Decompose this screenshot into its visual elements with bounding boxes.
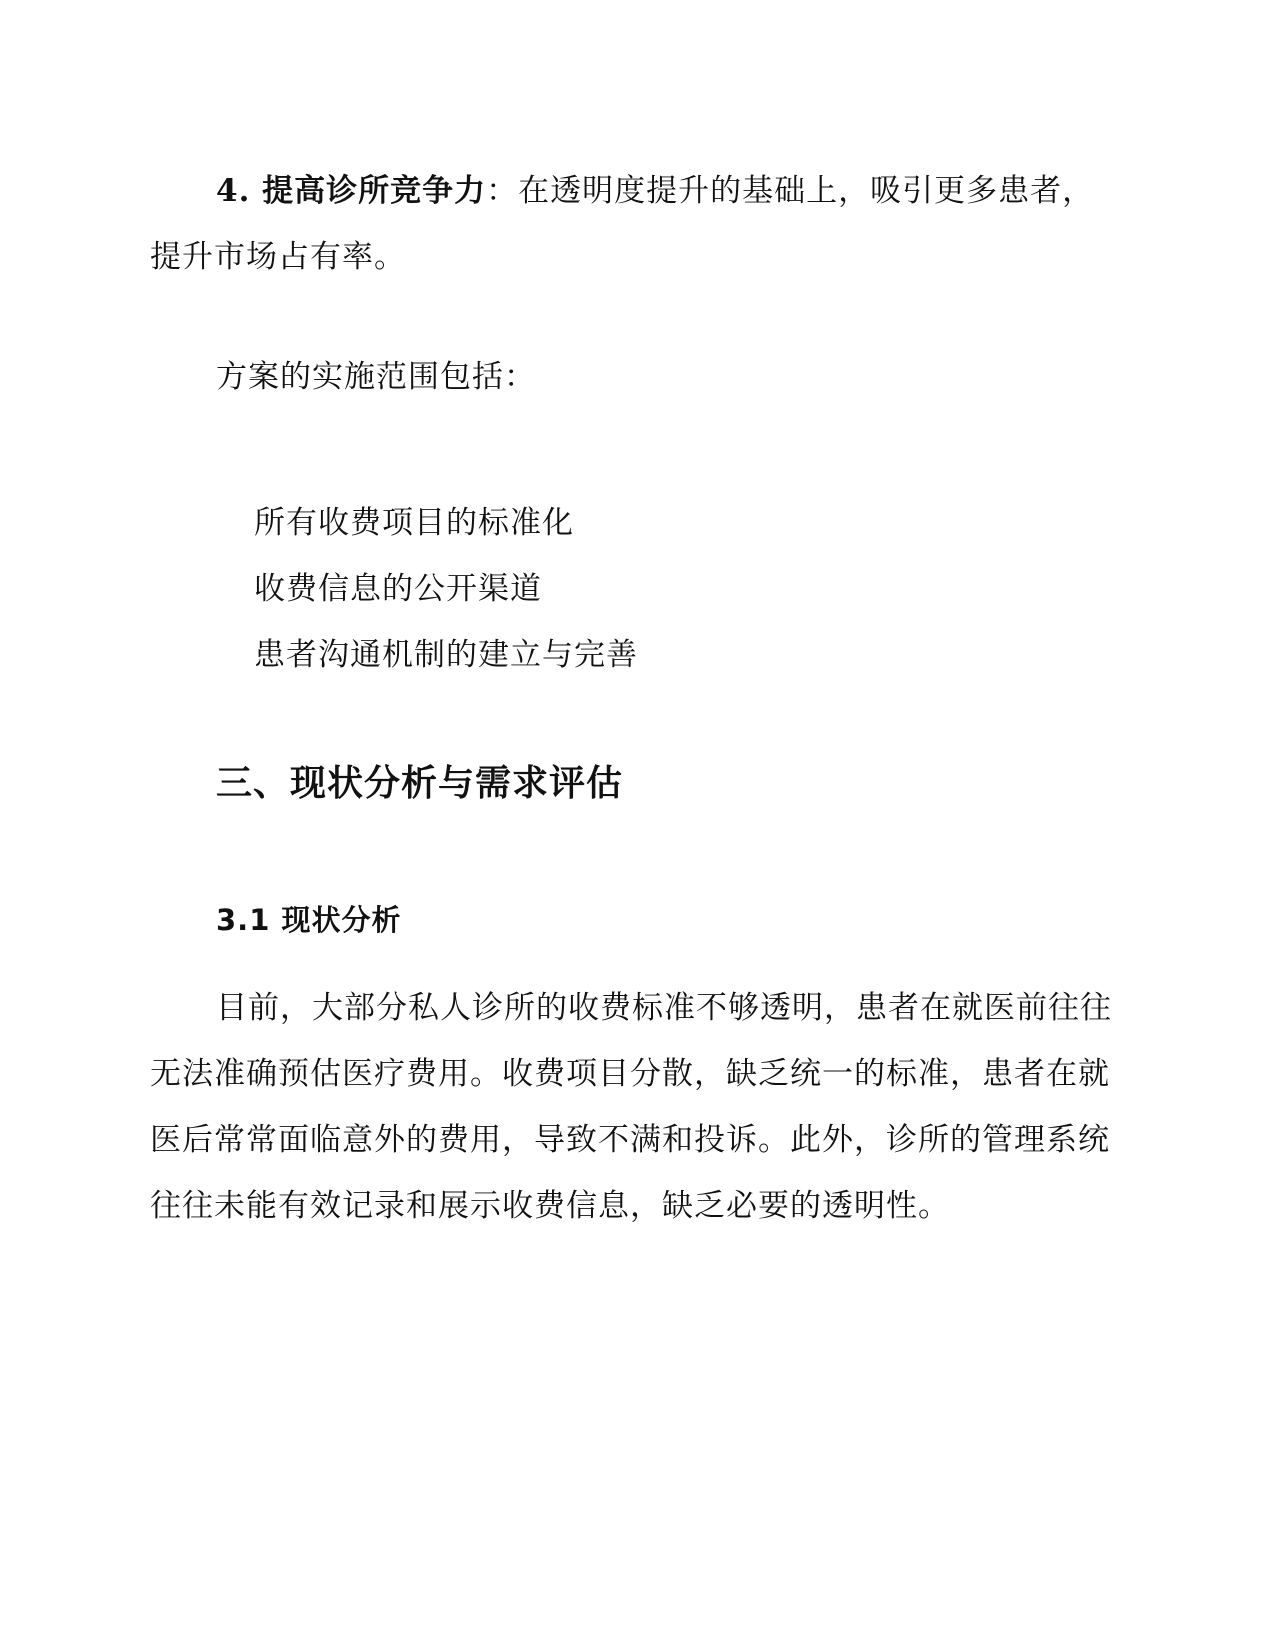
scope-intro: 方案的实施范围包括：: [216, 359, 536, 395]
goal-item-text: ：在透明度提升的基础上，吸引更多患者，提升市场占有率。: [150, 173, 1095, 275]
scope-list-item: 患者沟通机制的建立与完善: [254, 637, 638, 673]
goal-paragraph: [150, 158, 1120, 290]
section-heading: 三、现状分析与需求评估: [216, 763, 624, 804]
scope-list: [254, 490, 638, 688]
scope-list-item: 所有收费项目的标准化: [254, 505, 574, 541]
analysis-paragraph: 目前，大部分私人诊所的收费标准不够透明，患者在就医前往往无法准确预估医疗费用。收费项目分散，缺乏统一的标准，患者在就医后常常面临意外的费用，导致不满和投诉。此外，诊所的管理系统往往未能有效记录和展示收费信息，缺乏必要的透明性。: [150, 990, 1112, 1224]
goal-item-label: 4. 提高诊所竞争力: [216, 173, 487, 209]
subsection-heading: 3.1 现状分析: [216, 903, 402, 937]
scope-list-item: 收费信息的公开渠道: [254, 571, 542, 607]
